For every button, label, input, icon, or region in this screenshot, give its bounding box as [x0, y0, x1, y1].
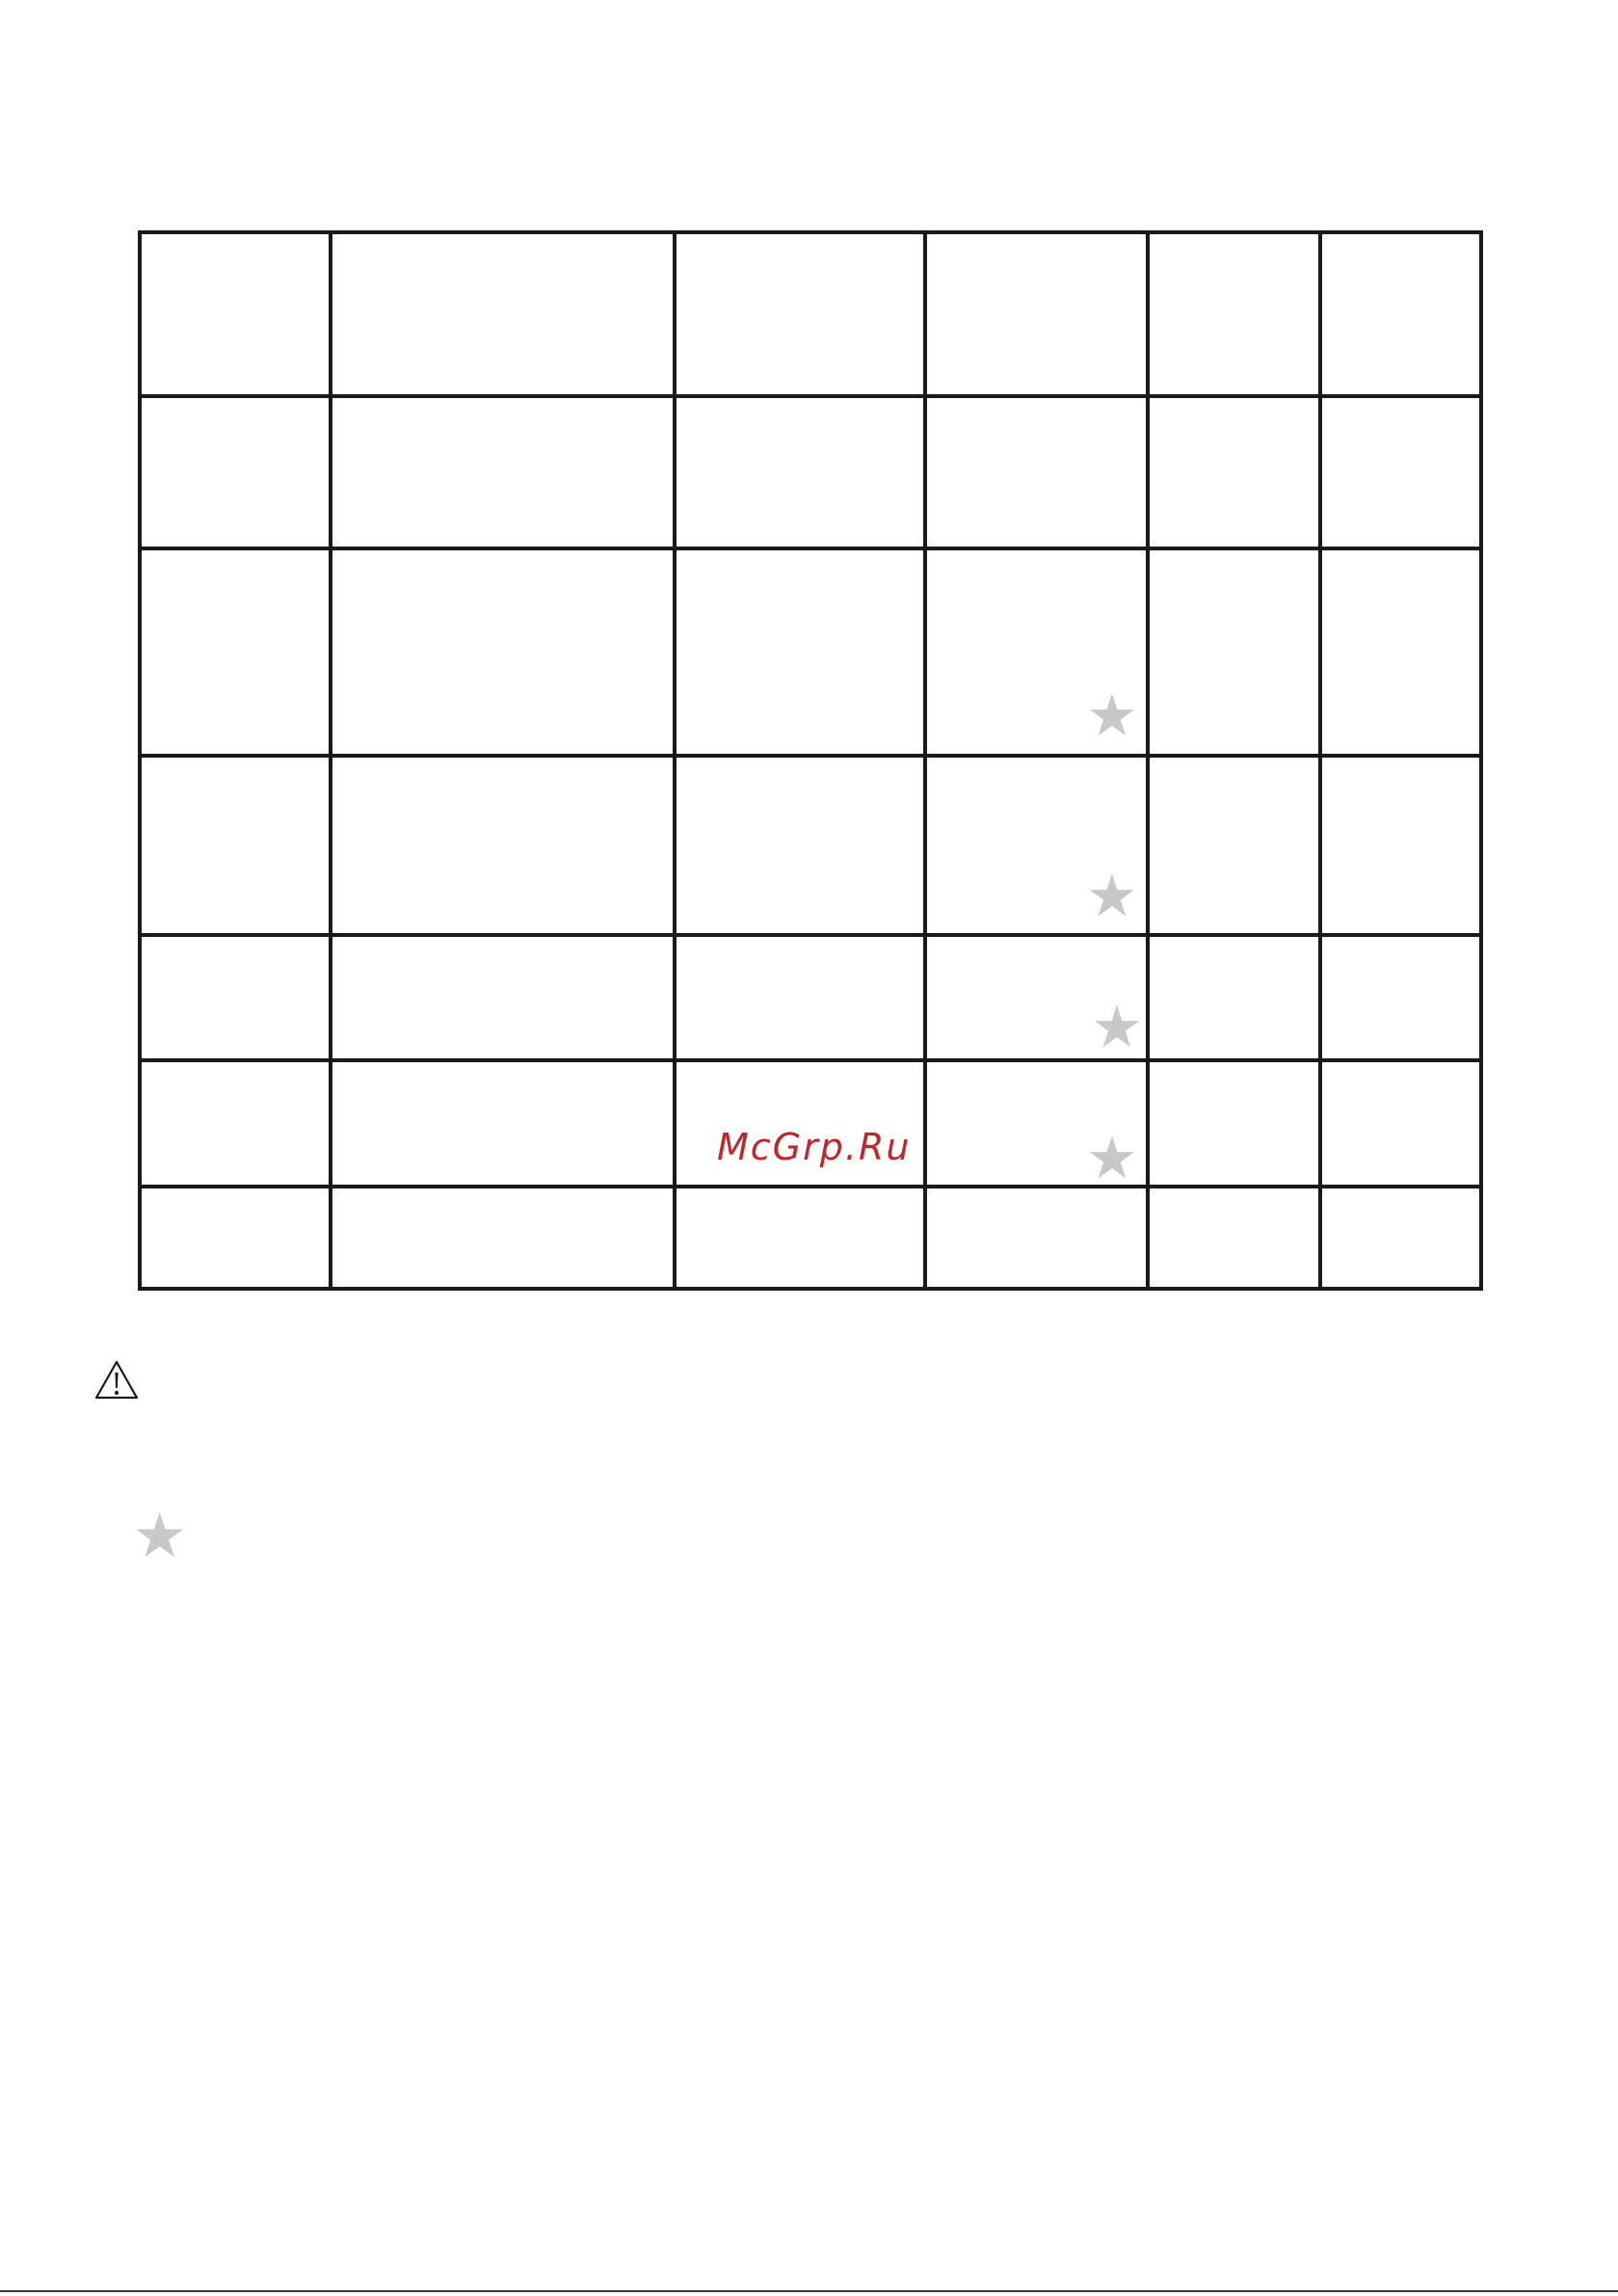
star-underline	[1087, 1185, 1146, 1187]
page-bottom-rule	[0, 2290, 1618, 2292]
star-marker-row-4: ★	[1086, 863, 1138, 930]
star-note-marker: ★	[132, 1501, 188, 1572]
star-marker-row-3: ★	[1086, 682, 1138, 750]
star-marker-row-5: ★	[1091, 994, 1143, 1061]
watermark-text: McGrp.Ru	[717, 1126, 912, 1168]
warning-triangle-icon	[94, 1359, 139, 1400]
star-marker-row-6: ★	[1086, 1125, 1138, 1192]
